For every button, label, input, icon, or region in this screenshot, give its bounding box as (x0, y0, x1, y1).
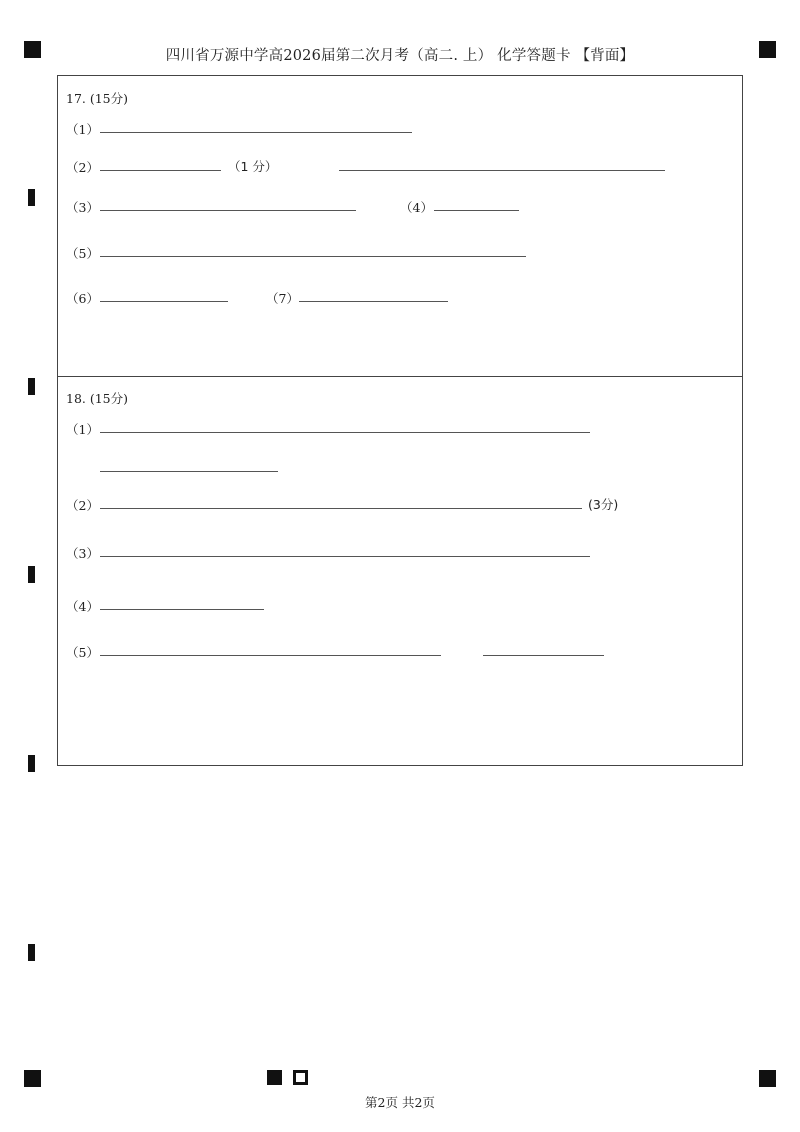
registration-mark-bottom-left (24, 1070, 41, 1087)
q18-part5-answer-line-b[interactable] (483, 655, 604, 656)
q18-part4-answer-line[interactable] (100, 609, 264, 610)
timing-mark (28, 755, 35, 772)
q17-part4-label: （4） (400, 200, 433, 215)
q17-part7-label: （7） (266, 291, 299, 306)
q17-part3-label: （3） (66, 200, 99, 215)
q17-part5-label: （5） (66, 246, 99, 261)
q18-part1-label: （1） (66, 422, 99, 437)
q17-part2-label: （2） (66, 160, 99, 175)
q18-part1-answer-line-a[interactable] (100, 432, 590, 433)
q18-part4-label: （4） (66, 599, 99, 614)
q17-part1-label: （1） (66, 122, 99, 137)
q17-part3-answer-line[interactable] (100, 210, 356, 211)
question-18-panel (57, 376, 743, 766)
page-title: 四川省万源中学高2026届第二次月考（高二. 上） 化学答题卡 【背面】 (165, 48, 635, 64)
q18-part1-answer-line-b[interactable] (100, 471, 278, 472)
q17-part2-answer-line-b[interactable] (339, 170, 665, 171)
question-17-title: 17. (15分) (66, 91, 129, 106)
question-17-panel (57, 75, 743, 377)
q18-part3-answer-line[interactable] (100, 556, 590, 557)
q17-part7-answer-line[interactable] (299, 301, 448, 302)
q17-part4-answer-line[interactable] (434, 210, 519, 211)
timing-mark (28, 189, 35, 206)
q18-part5-label: （5） (66, 645, 99, 660)
q17-part2-answer-line-a[interactable] (100, 170, 221, 171)
page-number: 第2页 共2页 (365, 1095, 435, 1110)
page-mark-hollow (293, 1070, 308, 1085)
timing-mark (28, 566, 35, 583)
page-mark-filled (267, 1070, 282, 1085)
q17-part5-answer-line[interactable] (100, 256, 526, 257)
q17-part2-score-note: （1 分） (228, 159, 278, 174)
q17-part6-label: （6） (66, 291, 99, 306)
q17-part1-answer-line[interactable] (100, 132, 412, 133)
question-18-title: 18. (15分) (66, 391, 129, 406)
q18-part5-answer-line-a[interactable] (100, 655, 441, 656)
q18-part3-label: （3） (66, 546, 99, 561)
timing-mark (28, 378, 35, 395)
timing-mark (28, 944, 35, 961)
q18-part2-label: （2） (66, 498, 99, 513)
q18-part2-answer-line[interactable] (100, 508, 582, 509)
q17-part6-answer-line[interactable] (100, 301, 228, 302)
q18-part2-score-note: (3分) (588, 497, 619, 512)
registration-mark-bottom-right (759, 1070, 776, 1087)
